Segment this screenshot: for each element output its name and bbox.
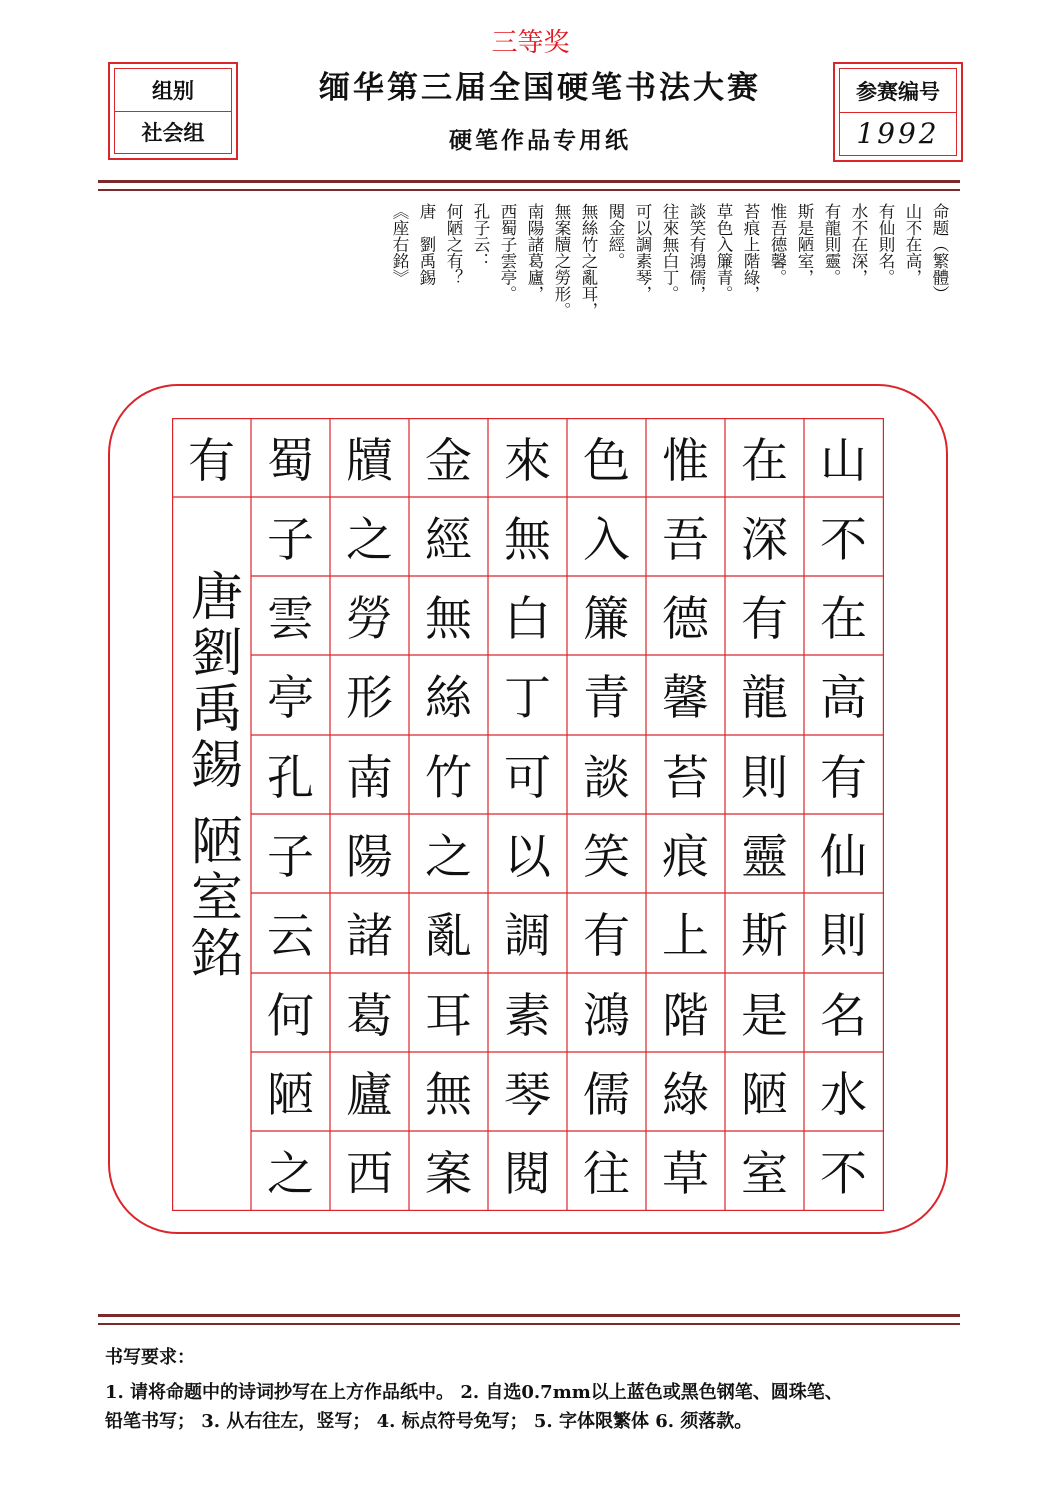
calligraphy-char: 閱 <box>504 1147 551 1202</box>
prompt-column: 往來無白丁。 <box>660 203 679 302</box>
calligraphy-char: 白 <box>504 592 551 647</box>
group-box <box>108 62 238 160</box>
prompt-column: 有仙則名。 <box>876 203 895 286</box>
calligraphy-char: 亂 <box>425 909 472 964</box>
prompt-column: 山不在高， <box>903 203 922 286</box>
group-value: 社会组 <box>141 120 205 145</box>
calligraphy-char: 簾 <box>583 592 630 647</box>
calligraphy-char: 勞 <box>346 592 393 647</box>
calligraphy-char: 談 <box>583 751 630 806</box>
calligraphy-char: 則 <box>741 751 788 806</box>
calligraphy-char: 綠 <box>662 1068 709 1123</box>
calligraphy-char: 有 <box>820 751 867 806</box>
calligraphy-char: 則 <box>820 909 867 964</box>
calligraphy-char: 之 <box>267 1147 314 1202</box>
calligraphy-char: 仙 <box>820 830 867 885</box>
calligraphy-char: 云 <box>267 909 314 964</box>
calligraphy-char: 在 <box>820 592 867 647</box>
calligraphy-char: 德 <box>662 592 709 647</box>
calligraphy-char: 苔 <box>662 751 709 806</box>
calligraphy-char: 無 <box>425 592 472 647</box>
calligraphy-char: 亭 <box>267 671 314 726</box>
calligraphy-char: 廬 <box>346 1068 393 1123</box>
calligraphy-char: 在 <box>741 434 788 489</box>
requirements-line-1: 1. 请将命题中的诗词抄写在上方作品纸中。 2. 自选0.7mm以上蓝色或黑色钢笔、圆珠笔、 <box>105 1382 843 1403</box>
calligraphy-char: 入 <box>583 513 630 568</box>
page-subtitle: 硬笔作品专用纸 <box>449 127 631 154</box>
calligraphy-char: 牘 <box>346 434 393 489</box>
calligraphy-char: 水 <box>820 1068 867 1123</box>
calligraphy-char: 不 <box>820 513 867 568</box>
calligraphy-char: 高 <box>820 671 867 726</box>
calligraphy-char: 調 <box>504 909 551 964</box>
calligraphy-char: 往 <box>583 1147 630 1202</box>
prompt-column: 斯是陋室， <box>795 203 814 286</box>
calligraphy-char: 案 <box>425 1147 472 1202</box>
requirements-line-2: 铅笔书写； 3. 从右往左，竖写； 4. 标点符号免写； 5. 字体限繁体 6. 须落款。 <box>105 1411 753 1432</box>
calligraphy-char: 諸 <box>346 909 393 964</box>
calligraphy-char: 子 <box>267 513 314 568</box>
calligraphy-char: 孔 <box>267 751 314 806</box>
prompt-column: 無案牘之勞形。 <box>552 203 571 319</box>
calligraphy-char: 吾 <box>662 513 709 568</box>
calligraphy-char: 以 <box>504 830 551 885</box>
bottom-divider <box>98 1314 960 1317</box>
calligraphy-char: 來 <box>504 434 551 489</box>
calligraphy-char: 惟 <box>662 434 709 489</box>
calligraphy-char: 雲 <box>267 592 314 647</box>
prompt-column: 惟吾德馨。 <box>768 203 787 286</box>
bottom-divider-thin <box>98 1323 960 1325</box>
prompt-column: 水不在深， <box>849 203 868 286</box>
calligraphy-char: 之 <box>346 513 393 568</box>
signature-column <box>172 497 251 1211</box>
calligraphy-char: 耳 <box>425 989 472 1044</box>
calligraphy-char: 無 <box>504 513 551 568</box>
calligraphy-char: 鴻 <box>583 989 630 1044</box>
prompt-column: 有龍則靈。 <box>822 203 841 286</box>
calligraphy-char: 竹 <box>425 751 472 806</box>
calligraphy-char: 馨 <box>662 671 709 726</box>
calligraphy-char: 儒 <box>583 1068 630 1123</box>
calligraphy-char: 何 <box>267 989 314 1044</box>
calligraphy-char: 西 <box>346 1147 393 1202</box>
calligraphy-char: 草 <box>662 1147 709 1202</box>
prompt-column: 南陽諸葛廬， <box>525 203 544 302</box>
calligraphy-char: 陋 <box>741 1068 788 1123</box>
prompt-column: 命题（繁體） <box>930 203 949 302</box>
calligraphy-char: 之 <box>425 830 472 885</box>
signature-text: 唐劉禹錫 陋室銘 <box>181 569 242 982</box>
prompt-column: 孔子云： <box>471 203 490 269</box>
prompt-column: 談笑有鴻儒， <box>687 203 706 302</box>
calligraphy-char: 室 <box>741 1147 788 1202</box>
prompt-column: 西蜀子雲亭。 <box>498 203 517 302</box>
calligraphy-char: 丁 <box>504 671 551 726</box>
top-divider <box>98 180 960 183</box>
calligraphy-char: 葛 <box>346 989 393 1044</box>
calligraphy-char: 經 <box>425 513 472 568</box>
calligraphy-char: 琴 <box>504 1068 551 1123</box>
calligraphy-char: 青 <box>583 671 630 726</box>
group-label: 组别 <box>152 78 194 103</box>
calligraphy-char: 深 <box>741 513 788 568</box>
prompt-column: 《座右銘》 <box>390 203 409 286</box>
calligraphy-char: 斯 <box>741 909 788 964</box>
calligraphy-char: 可 <box>504 751 551 806</box>
calligraphy-char: 南 <box>346 751 393 806</box>
calligraphy-char: 笑 <box>583 830 630 885</box>
calligraphy-char: 痕 <box>662 830 709 885</box>
calligraphy-char: 色 <box>583 434 630 489</box>
prompt-column: 唐 劉禹錫 <box>417 203 436 286</box>
prompt-text <box>386 203 953 393</box>
calligraphy-char: 金 <box>425 434 472 489</box>
calligraphy-char: 素 <box>504 989 551 1044</box>
calligraphy-char: 形 <box>346 671 393 726</box>
calligraphy-char: 無 <box>425 1068 472 1123</box>
prompt-column: 無絲竹之亂耳， <box>579 203 598 319</box>
calligraphy-char: 靈 <box>741 830 788 885</box>
calligraphy-char: 子 <box>267 830 314 885</box>
prompt-column: 苔痕上階綠， <box>741 203 760 302</box>
calligraphy-char: 蜀 <box>267 434 314 489</box>
calligraphy-char: 有 <box>583 909 630 964</box>
calligraphy-char: 絲 <box>425 671 472 726</box>
calligraphy-char: 是 <box>741 989 788 1044</box>
entry-number-value: 1992 <box>856 117 940 150</box>
award-label: 三等奖 <box>491 28 570 58</box>
calligraphy-char: 有 <box>188 434 235 489</box>
top-divider-thin <box>98 189 960 191</box>
requirements-label: 书写要求： <box>105 1347 195 1368</box>
entry-number-box <box>833 62 963 162</box>
prompt-column: 何陋之有？ <box>444 203 463 286</box>
page-title: 缅华第三届全国硬笔书法大赛 <box>319 70 761 106</box>
calligraphy-char: 上 <box>662 909 709 964</box>
calligraphy-char: 名 <box>820 989 867 1044</box>
calligraphy-char: 不 <box>820 1147 867 1202</box>
calligraphy-char: 龍 <box>741 671 788 726</box>
prompt-column: 草色入簾青。 <box>714 203 733 302</box>
calligraphy-char: 階 <box>662 989 709 1044</box>
prompt-column: 可以調素琴， <box>633 203 652 302</box>
prompt-column: 閱金經。 <box>606 203 625 269</box>
calligraphy-char: 陋 <box>267 1068 314 1123</box>
calligraphy-char: 有 <box>741 592 788 647</box>
entry-number-label: 参赛编号 <box>856 78 940 104</box>
calligraphy-char: 陽 <box>346 830 393 885</box>
calligraphy-char: 山 <box>820 434 867 489</box>
